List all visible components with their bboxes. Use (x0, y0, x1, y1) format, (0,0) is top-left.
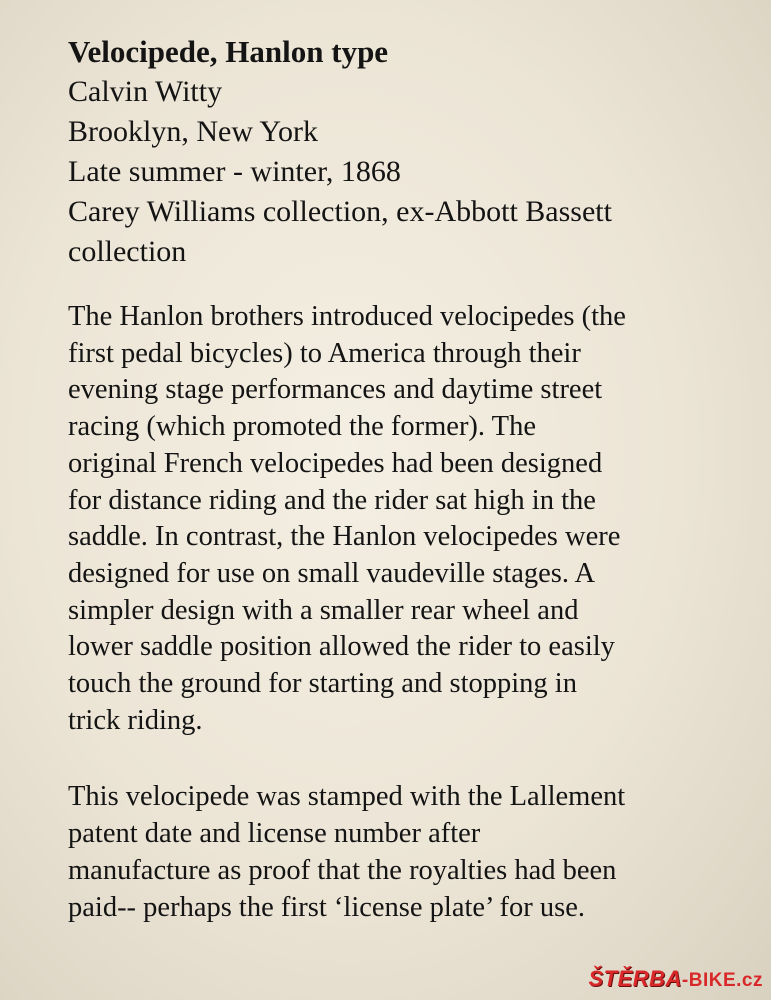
paragraph-line: patent date and license number after (68, 818, 481, 850)
meta-date: Late summer - winter, 1868 (68, 155, 401, 188)
site-watermark (588, 966, 763, 992)
paragraph-line: saddle. In contrast, the Hanlon velocipedes were (68, 521, 621, 553)
placard-meta (68, 72, 758, 272)
paragraph-line: The Hanlon brothers introduced velocipedes (the (68, 301, 626, 332)
watermark-brand: ŠTĚRBA (588, 966, 682, 991)
paragraph-line: original French velocipedes had been designed (68, 447, 603, 479)
paragraph-line: first pedal bicycles) to America through their (68, 337, 581, 369)
paragraph-line: trick riding. (68, 704, 203, 736)
paragraph-line: simpler design with a smaller rear wheel and (68, 594, 579, 626)
paragraph-line: designed for use on small vaudeville stages. A (68, 557, 596, 589)
meta-collection: Carey Williams collection, ex-Abbott Bassett (68, 195, 612, 228)
placard-title: Velocipede, Hanlon type (68, 34, 389, 69)
paragraph-line: This velocipede was stamped with the Lallement (68, 781, 626, 813)
meta-maker: Calvin Witty (68, 75, 223, 108)
meta-collection-cont: collection (68, 235, 187, 268)
watermark-suffix: -BIKE.cz (681, 970, 763, 991)
paragraph-line: evening stage performances and daytime street (68, 374, 603, 406)
description-paragraph-2 (68, 779, 758, 926)
museum-placard (68, 32, 758, 926)
paragraph-line: manufacture as proof that the royalties had been (68, 854, 617, 886)
paragraph-line: paid-- perhaps the first ‘license plate’ for use. (68, 891, 586, 923)
paragraph-line: for distance riding and the rider sat high in the (68, 484, 596, 516)
meta-location: Brooklyn, New York (68, 115, 319, 148)
paragraph-line: lower saddle position allowed the rider to easily (68, 631, 615, 663)
paragraph-line: racing (which promoted the former). The (68, 411, 536, 443)
description-paragraph-1 (68, 299, 758, 739)
paragraph-line: touch the ground for starting and stopping in (68, 668, 577, 700)
